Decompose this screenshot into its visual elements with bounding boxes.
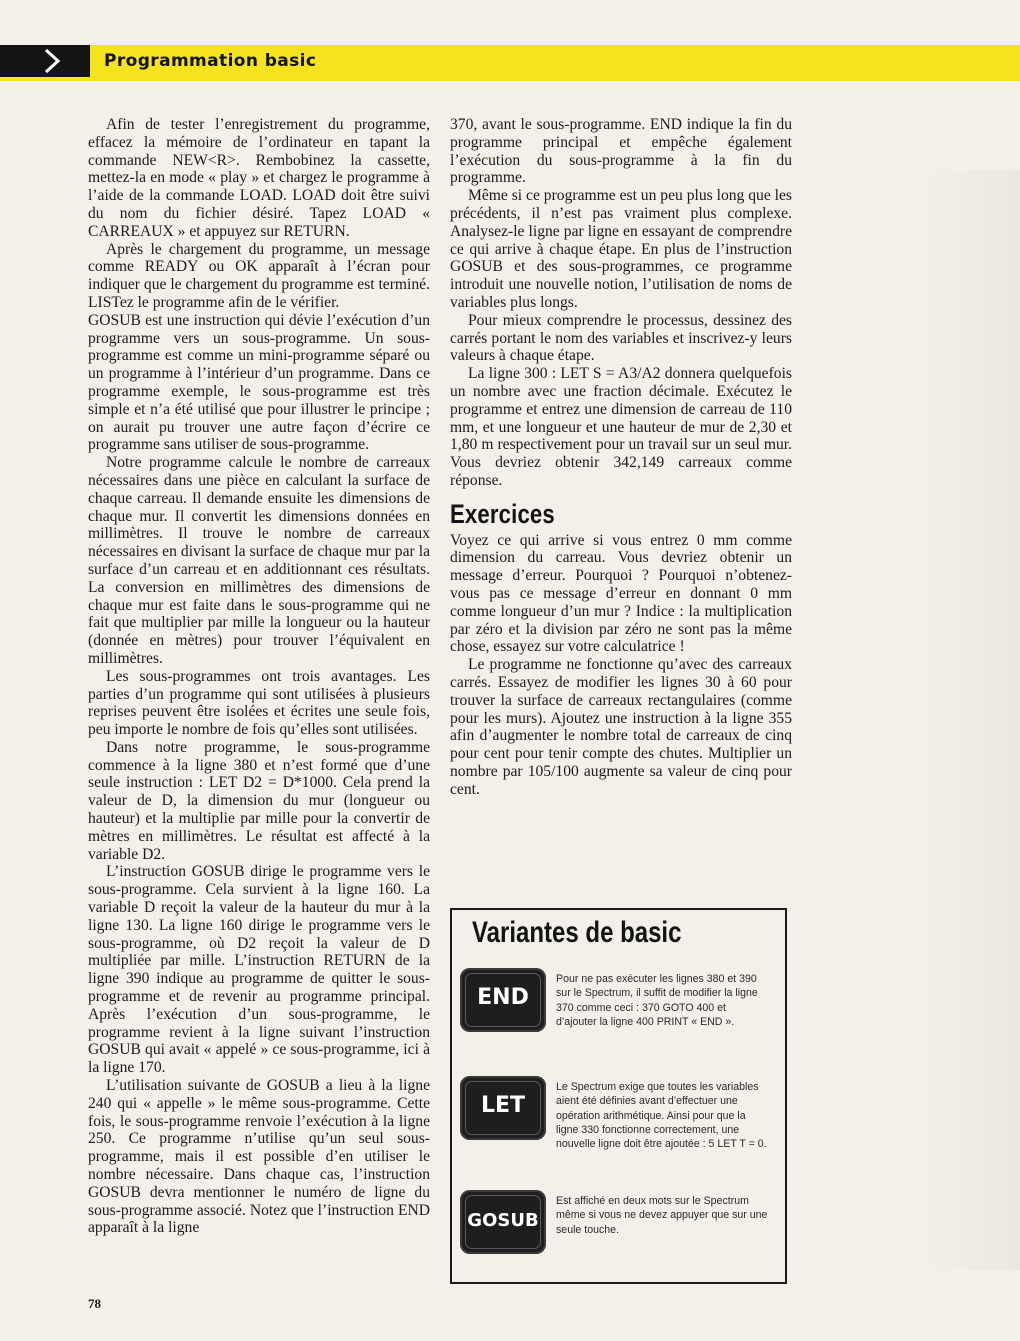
key-label: LET bbox=[480, 1093, 526, 1118]
page-number: 78 bbox=[88, 1296, 101, 1311]
paragraph: L’instruction GOSUB dirige le programme vers le sous-programme. Cela survient à la ligne 160. La variable D reçoit la valeur de la hauteur du mur à la ligne 130. La ligne 160 dirige le programme vers le sous-programme, où D2 reçoit la valeur de D multipliée par mille. L’instruction RETURN de la ligne 390 indique au programme de quitter le sous-programme et de revenir au programme principal. Après l’exécution d’un sous-programme, le programme revient à la ligne suivant l’instruction GOSUB qui avait « appelé » ce sous-programme, ici à la ligne 170. bbox=[88, 863, 430, 1077]
let-note: Le Spectrum exige que toutes les variables aient été définies avant d’effectuer une opération arithmétique. Ainsi pour que la ligne 330 fonctionne correctement, une nouvelle ligne doit être ajoutée : 5 LET T = 0. bbox=[556, 1081, 767, 1151]
right-column bbox=[450, 116, 792, 798]
section-title: Programmation basic bbox=[104, 51, 317, 71]
paragraph: Pour mieux comprendre le processus, dessinez des carrés portant le nom des variables et inscrivez-y leurs valeurs à chaque étape. bbox=[450, 311, 792, 365]
paragraph: Notre programme calcule le nombre de carreaux nécessaires dans une pièce en calculant la surface de chaque carreau. Il demande ensuite les dimensions de chaque mur. Il convertit les dimensions données en millimètres. Il trouve le nombre de carreaux nécessaires en divisant la surface de chaque mur par la surface d’un carreau et en additionnant ces résultats. La conversion en millimètres des dimensions de chaque mur est faite dans le sous-programme qui ne fait que multiplier par mille la longueur ou la hauteur (donnée en mètres) pour trouver l’équivalent en millimètres. bbox=[88, 454, 430, 667]
section-header-tab bbox=[0, 45, 90, 77]
gosub-note: Est affiché en deux mots sur le Spectrum même si vous ne devez appuyer que sur une seule touche. bbox=[556, 1195, 768, 1236]
variantes-title: Variantes de basic bbox=[472, 916, 682, 949]
key-label: GOSUB bbox=[467, 1210, 539, 1231]
paragraph: Le programme ne fonctionne qu’avec des carreaux carrés. Essayez de modifier les lignes 30 à 60 pour trouver la surface de carreaux rectangulaires (comme pour les murs). Ajoutez une instruction à la ligne 355 afin d’augmenter le nombre total de carreaux de cinq pour cent pour tenir compte des chutes. Multiplier un nombre par 105/100 augmente sa valeur de cinq pour cent. bbox=[450, 656, 792, 798]
left-column bbox=[88, 116, 430, 1237]
end-note: Pour ne pas exécuter les lignes 380 et 390 sur le Spectrum, il suffit de modifier la ligne 370 comme ceci : 370 GOTO 400 et d’ajouter la ligne 400 PRINT « END ». bbox=[556, 973, 758, 1028]
let-key-icon bbox=[460, 1076, 546, 1140]
paragraph: Voyez ce qui arrive si vous entrez 0 mm comme dimension du carreau. Vous devriez obtenir un message d’erreur. Pourquoi ? Pourquoi n’obtenez-vous pas ce message d’erreur en donnant 0 mm comme longueur d’un mur ? Indice : la multiplication par zéro et la division par zéro ne sont pas la même chose, essayez sur votre calculatrice ! bbox=[450, 531, 792, 656]
paragraph: Dans notre programme, le sous-programme commence à la ligne 380 et n’est formé que d’une seule instruction : LET D2 = D*1000. Cela prend la valeur de D, la dimension du mur (longueur ou hauteur) et la multiplie par mille pour la convertir de mètres en millimètres. Le résultat est affecté à la variable D2. bbox=[88, 738, 430, 863]
key-label: END bbox=[477, 985, 529, 1010]
exercices-heading: Exercices bbox=[450, 498, 555, 529]
paragraph: L’utilisation suivante de GOSUB a lieu à la ligne 240 qui « appelle » le même sous-programme. Cette fois, le sous-programme renvoie l’exécution à la ligne 250. Ce programme n’utilise qu’un seul sous-programme, mais il est possible d’en utiliser le nombre nécessaire. Dans chaque cas, l’instruction GOSUB devra mentionner le numéro de ligne du sous-programme associé. Notez que l’instruction END apparaît à la ligne bbox=[88, 1077, 430, 1237]
paragraph: Après le chargement du programme, un message comme READY ou OK apparaît à l’écran pour indiquer que le chargement du programme est terminé. LISTez le programme afin de le vérifier. bbox=[88, 240, 430, 311]
paragraph: 370, avant le sous-programme. END indique la fin du programme principal et empêche également l’exécution du sous-programme à la fin du programme. bbox=[450, 116, 792, 187]
paragraph: La ligne 300 : LET S = A3/A2 donnera quelquefois un nombre avec une fraction décimale. Exécutez le programme et entrez une dimension de carreau de 110 mm, et une longueur et une hauteur de mur de 2,30 et 1,80 m respectivement pour un travail sur un seul mur. Vous devriez obtenir 342,149 carreaux comme réponse. bbox=[450, 365, 792, 489]
chevron-right-icon bbox=[38, 47, 66, 75]
background-shading bbox=[920, 170, 1020, 1270]
variantes-box bbox=[450, 908, 787, 1284]
paragraph: Afin de tester l’enregistrement du programme, effacez la mémoire de l’ordinateur en tapant la commande NEW<R>. Rembobinez la cassette, mettez-la en mode « play » et chargez le programme à l’aide de la commande LOAD. LOAD doit être suivi du nom du fichier désiré. Tapez LOAD « CARREAUX » et appuyez sur RETURN. bbox=[88, 116, 430, 240]
paragraph: GOSUB est une instruction qui dévie l’exécution d’un programme vers un sous-programme. Un sous-programme est comme un mini-programme séparé ou un programme à l’intérieur d’un programme. Dans ce programme exemple, le sous-programme est très simple et n’a été utilisé que pour illustrer le principe ; on aurait pu trouver une autre façon d’écrire ce programme sans utiliser de sous-programme. bbox=[88, 311, 430, 454]
paragraph: Les sous-programmes ont trois avantages. Les parties d’un programme qui sont utilisées à plusieurs reprises peuvent être isolées et écrites une seule fois, peu importe le nombre de fois qu’elles sont utilisées. bbox=[88, 667, 430, 739]
end-key-icon bbox=[460, 968, 546, 1032]
paragraph: Même si ce programme est un peu plus long que les précédents, il n’est pas vraiment plus complexe. Analysez-le ligne par ligne en essayant de comprendre ce qui arrive à chaque étape. En plus de l’instruction GOSUB et des sous-programmes, ce programme introduit une nouvelle notion, l’utilisation de noms de variables plus longs. bbox=[450, 187, 792, 311]
gosub-key-icon bbox=[460, 1190, 546, 1254]
